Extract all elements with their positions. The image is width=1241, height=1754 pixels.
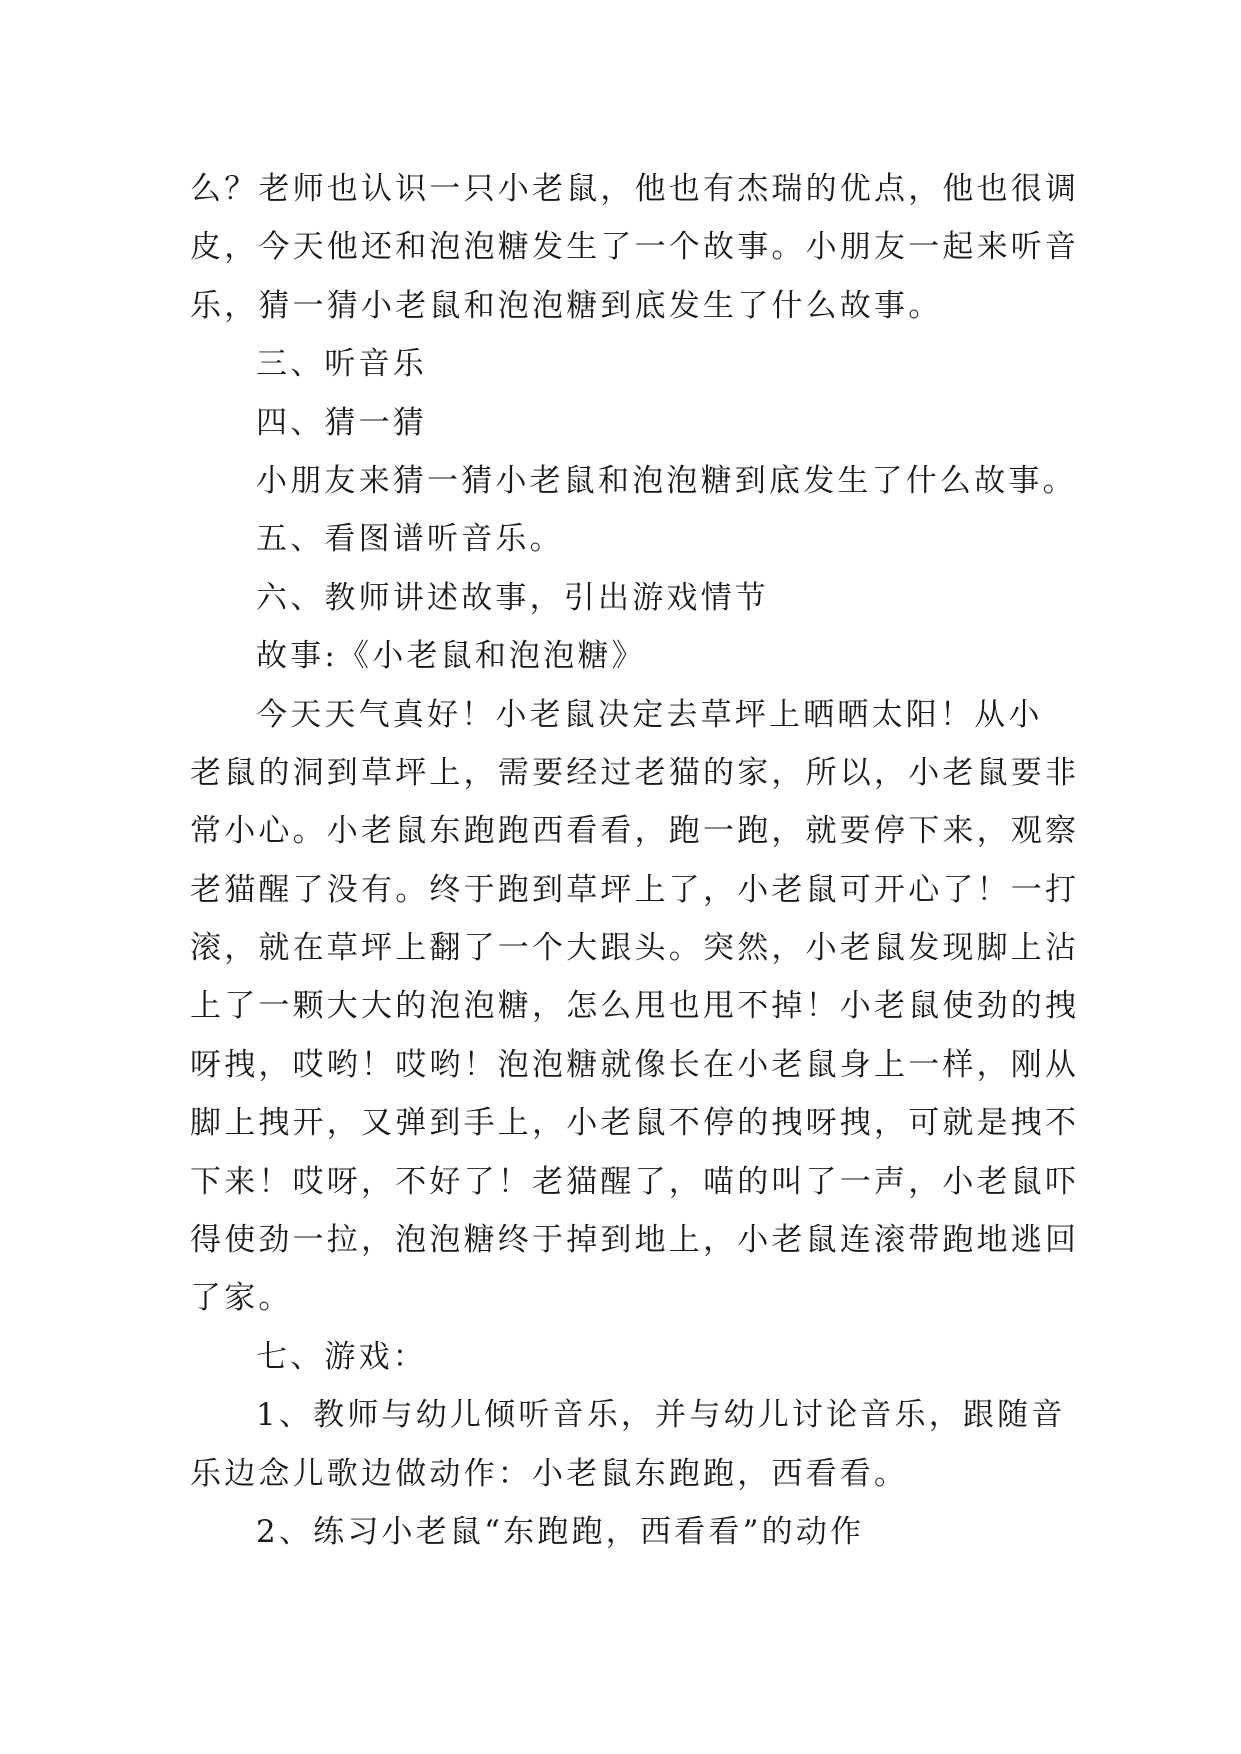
- text-line: 老猫醒了没有。终于跑到草坪上了，小老鼠可开心了！一打: [190, 871, 1080, 908]
- section-heading: 七、游戏：: [256, 1338, 427, 1375]
- section-heading: 三、听音乐: [256, 346, 427, 383]
- section-heading: 四、猜一猜: [256, 404, 427, 441]
- text-line: 脚上拽开，又弹到手上，小老鼠不停的拽呀拽，可就是拽不: [190, 1105, 1080, 1142]
- document-body: [190, 160, 1080, 1561]
- section-heading: 六、教师讲述故事，引出游戏情节: [256, 579, 769, 616]
- list-item: 1、教师与幼儿倾听音乐，并与幼儿讨论音乐，跟随音: [256, 1397, 1066, 1434]
- text-line: 小朋友来猜一猜小老鼠和泡泡糖到底发生了什么故事。: [256, 462, 1077, 499]
- text-line: 今天天气真好！小老鼠决定去草坪上晒晒太阳！从小: [256, 696, 1043, 733]
- section-heading: 五、看图谱听音乐。: [256, 521, 564, 558]
- text-line: 得使劲一拉，泡泡糖终于掉到地上，小老鼠连滚带跑地逃回: [190, 1222, 1080, 1259]
- story-title: 故事:《小老鼠和泡泡糖》: [256, 638, 646, 675]
- text-line: 了家。: [190, 1280, 293, 1317]
- text-line: 滚，就在草坪上翻了一个大跟头。突然，小老鼠发现脚上沾: [190, 930, 1080, 967]
- text-line: 呀拽，哎哟！哎哟！泡泡糖就像长在小老鼠身上一样，刚从: [190, 1046, 1080, 1083]
- text-line: 老鼠的洞到草坪上，需要经过老猫的家，所以，小老鼠要非: [190, 754, 1080, 791]
- text-line: 乐边念儿歌边做动作：小老鼠东跑跑，西看看。: [190, 1455, 909, 1492]
- text-line: 上了一颗大大的泡泡糖，怎么甩也甩不掉！小老鼠使劲的拽: [190, 988, 1080, 1025]
- text-line: 乐，猜一猜小老鼠和泡泡糖到底发生了什么故事。: [190, 287, 943, 324]
- text-line: 皮，今天他还和泡泡糖发生了一个故事。小朋友一起来听音: [190, 229, 1080, 266]
- text-line: 常小心。小老鼠东跑跑西看看，跑一跑，就要停下来，观察: [190, 813, 1080, 850]
- list-item: 2、练习小老鼠“东跑跑，西看看”的动作: [256, 1513, 865, 1550]
- text-line: 下来！哎呀，不好了！老猫醒了，喵的叫了一声，小老鼠吓: [190, 1163, 1080, 1200]
- text-line: 么？老师也认识一只小老鼠，他也有杰瑞的优点，他也很调: [190, 171, 1080, 207]
